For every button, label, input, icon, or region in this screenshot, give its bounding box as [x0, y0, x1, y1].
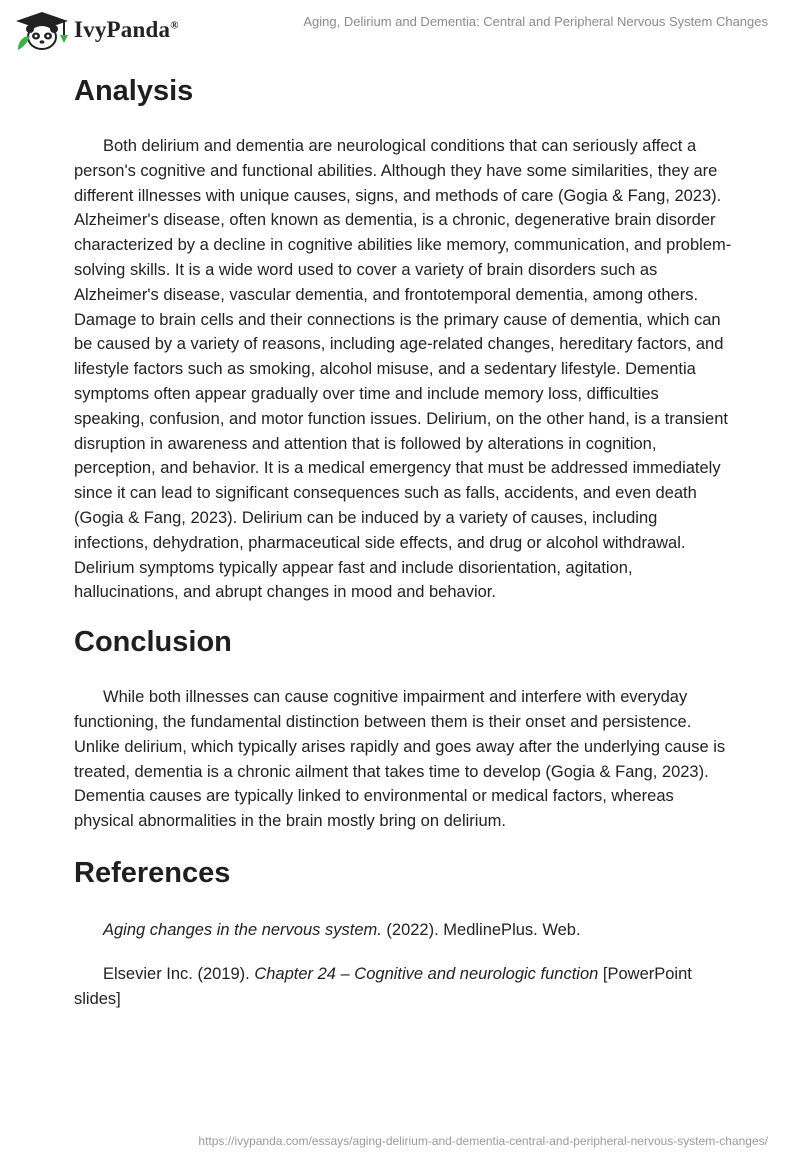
conclusion-heading: Conclusion: [74, 626, 232, 659]
page-header: [0, 0, 800, 60]
reference-title: Aging changes in the nervous system.: [103, 920, 382, 939]
reference-item: Elsevier Inc. (2019). Chapter 24 – Cognitive and neurologic function [PowerPoint slides]: [74, 964, 692, 1008]
document-title: Aging, Delirium and Dementia: Central and Peripheral Nervous System Changes: [303, 14, 768, 29]
references-heading: References: [74, 856, 231, 889]
analysis-paragraph: Both delirium and dementia are neurological conditions that can seriously affect a person's cognitive and functional abilities. Although they have some similarities, they are different illnesses with unique causes, signs, and methods of care (Gogia & Fang, 2023). Alzheimer's disease, often known as dementia, is a chronic, degenerative brain disorder characterized by a decline in cognitive abilities like memory, communication, and problem-solving skills. It is a wide word used to cover a variety of brain disorders such as Alzheimer's disease, vascular dementia, and frontotemporal dementia, among others. Damage to brain cells and their connections is the primary cause of dementia, which can be caused by a variety of reasons, including age-related changes, hereditary factors, and lifestyle factors such as smoking, alcohol misuse, and a sedentary lifestyle. Dementia symptoms often appear gradually over time and include memory loss, difficulties speaking, confusion, and motor function issues. Delirium, on the other hand, is a transient disruption in awareness and attention that is followed by alterations in cognition, perception, and behavior. It is a medical emergency that must be addressed immediately since it can lead to significant consequences such as falls, accidents, and even death (Gogia & Fang, 2023). Delirium can be induced by a variety of causes, including infections, dehydration, pharmaceutical side effects, and drug or alcohol withdrawal. Delirium symptoms typically appear fast and include disorientation, agitation, hallucinations, and abrupt changes in mood and behavior.: [74, 137, 732, 602]
analysis-heading: Analysis: [74, 75, 194, 107]
conclusion-paragraph: While both illnesses can cause cognitive impairment and interfere with everyday functioning, the fundamental distinction between them is their onset and persistence. Unlike delirium, which typically arises rapidly and goes away after the underlying cause is treated, dementia is a chronic ailment that takes time to develop (Gogia & Fang, 2023). Dementia causes are typically linked to environmental or medical factors, whereas physical abnormalities in the brain mostly bring on delirium.: [74, 688, 726, 831]
essay-content: [74, 74, 734, 1030]
panda-graduate-icon: [14, 10, 70, 50]
source-url-link[interactable]: https://ivypanda.com/essays/aging-delirium-and-dementia-central-and-peripheral-nervous-system-changes/: [198, 1134, 768, 1148]
reference-item: Aging changes in the nervous system. (2022). MedlinePlus. Web.: [103, 920, 581, 939]
reference-title: Chapter 24 – Cognitive and neurologic function: [254, 964, 599, 983]
ivypanda-logo[interactable]: [14, 10, 179, 50]
brand-name: IvyPanda®: [74, 17, 179, 42]
